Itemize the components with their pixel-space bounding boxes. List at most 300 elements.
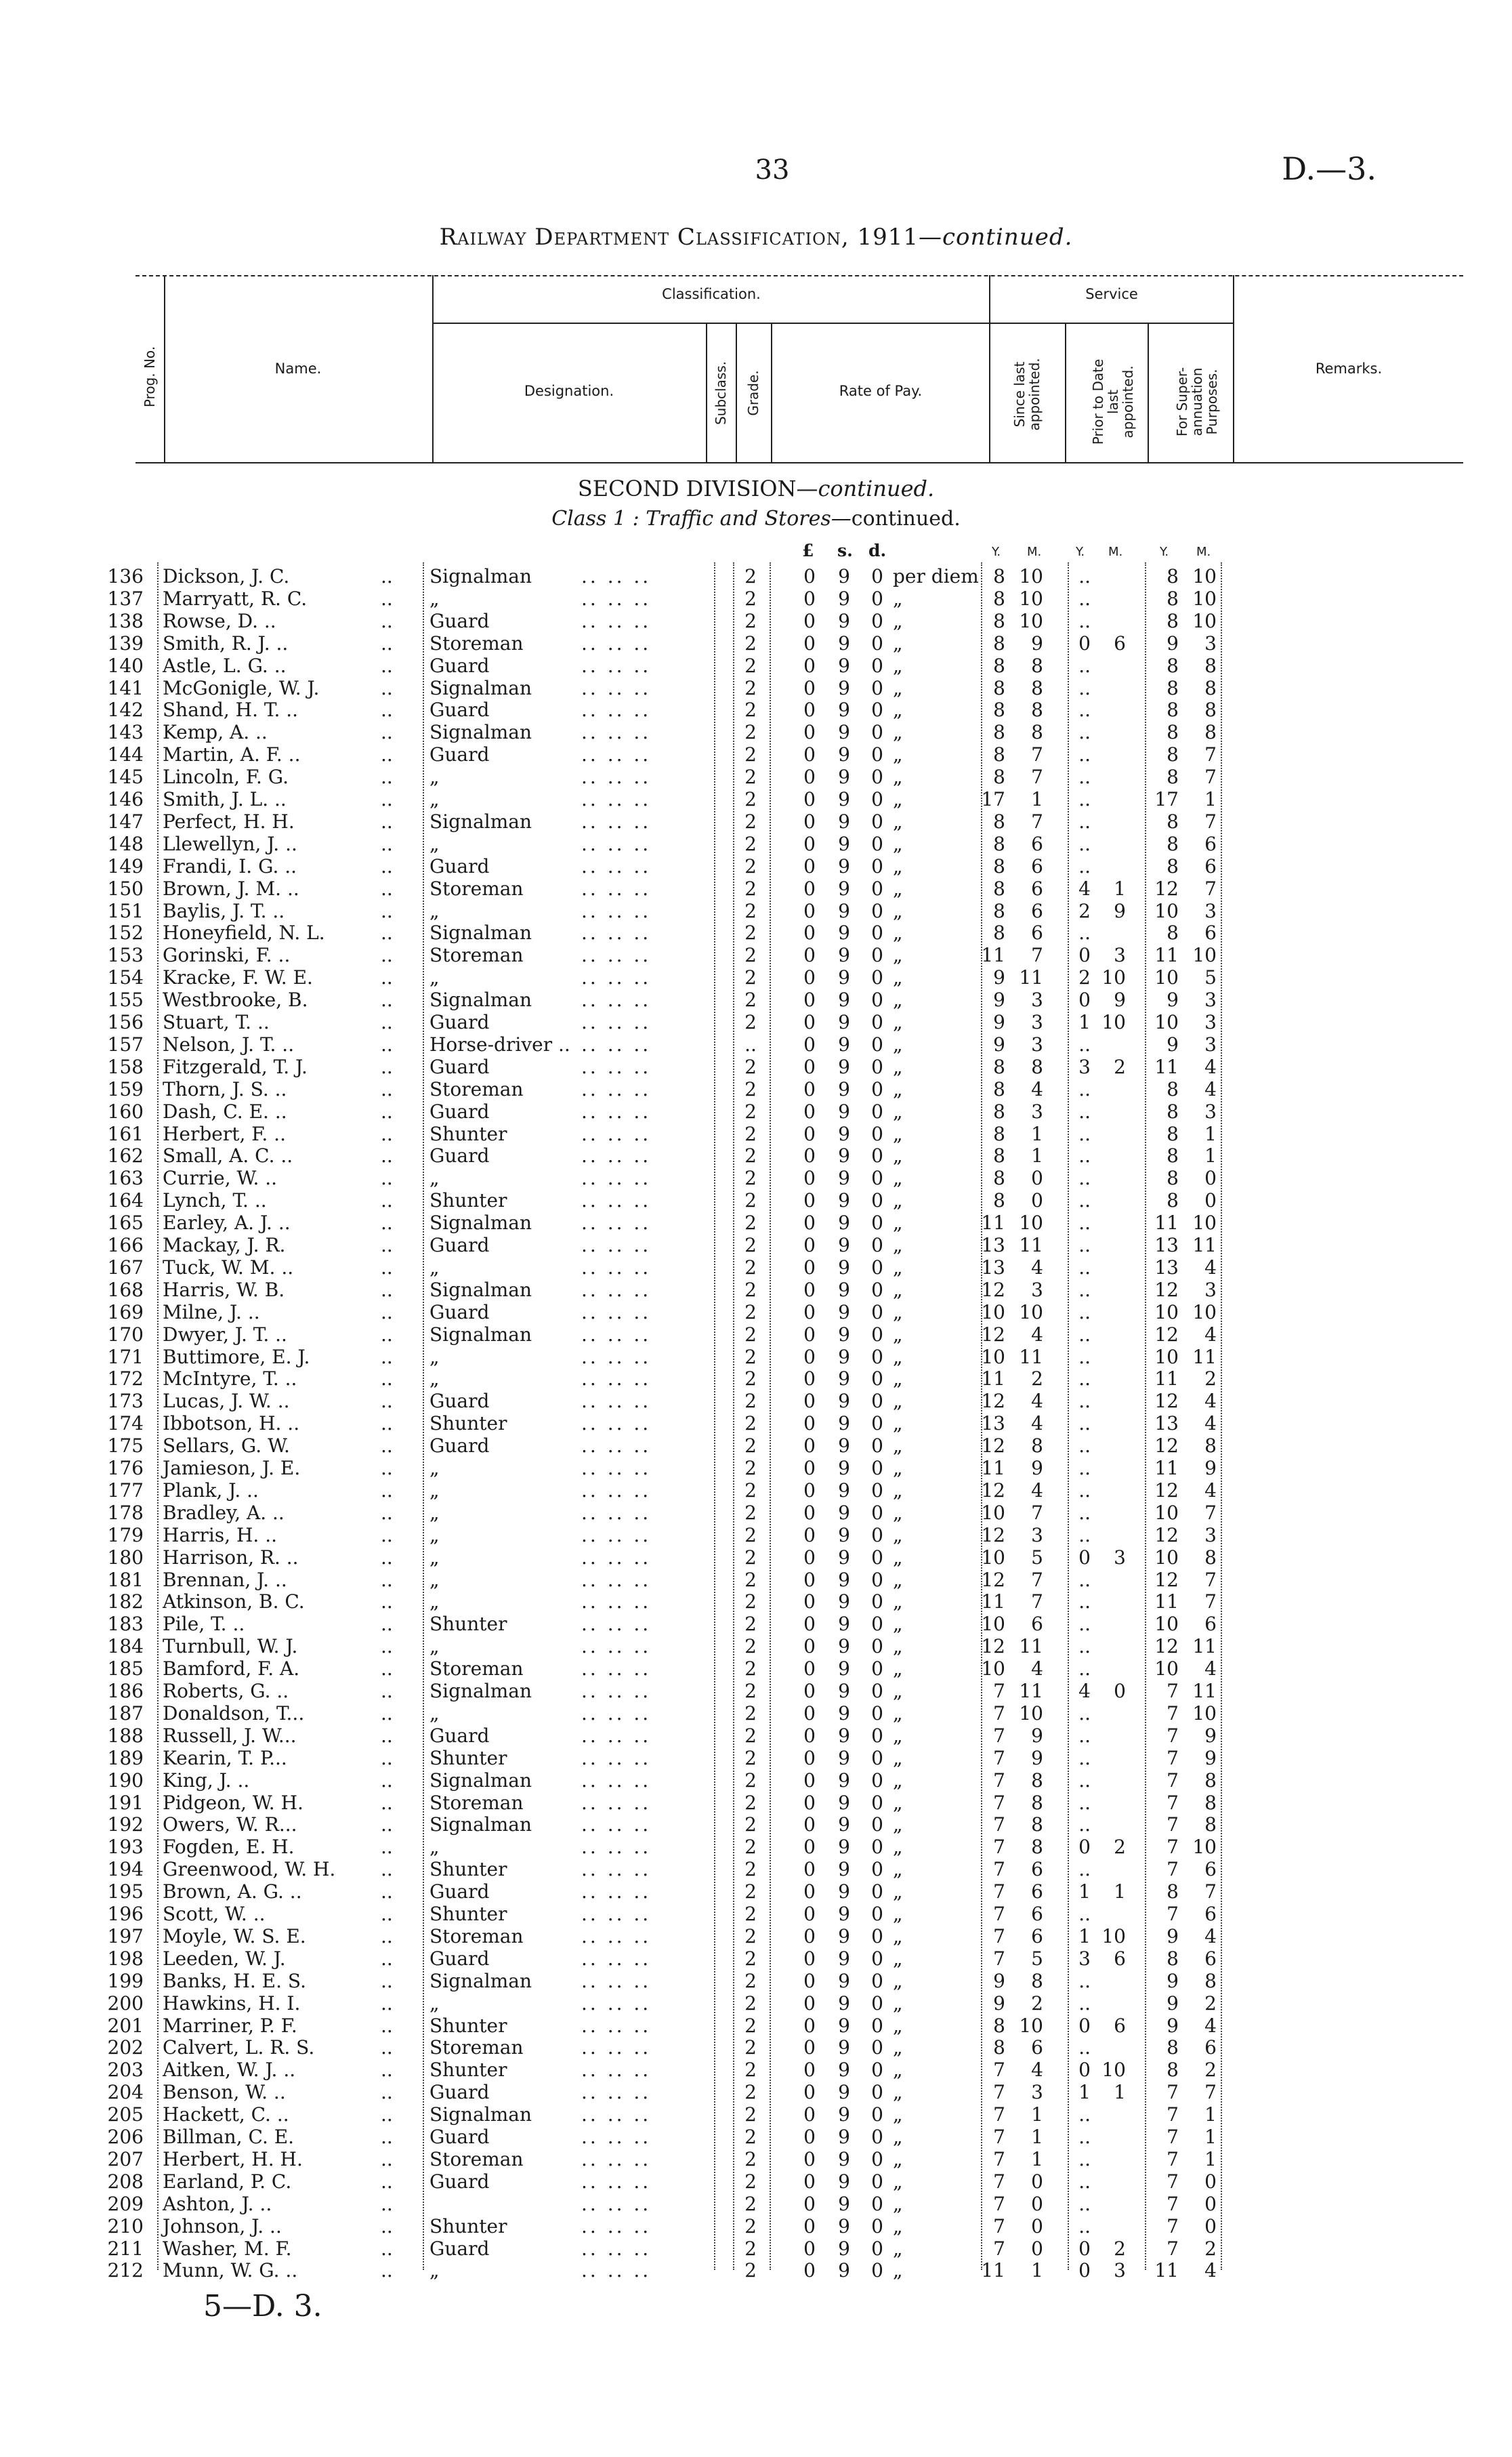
- pay-shillings: 9: [838, 676, 850, 699]
- grade: 2: [744, 1858, 757, 1881]
- table-row: [0, 2103, 1512, 2126]
- employee-name: Fitzgerald, T. J.: [163, 1055, 308, 1078]
- leader-dots: ..: [381, 1122, 393, 1145]
- designation: „: [429, 899, 440, 922]
- grade: 2: [744, 1546, 757, 1569]
- since-years: 11: [981, 944, 1005, 967]
- pay-pounds: 0: [803, 1969, 816, 1992]
- leader-dots: .. .. ..: [581, 1635, 652, 1658]
- prior-years: 1: [1078, 1880, 1091, 1903]
- prog-no: 156: [107, 1011, 144, 1033]
- pay-period: „: [893, 1011, 903, 1033]
- grade: 2: [744, 966, 757, 989]
- pay-pounds: 0: [803, 832, 816, 855]
- pay-period: „: [893, 2147, 903, 2170]
- col-name: Name.: [274, 360, 322, 377]
- prior-years: ..: [1078, 1278, 1091, 1301]
- employee-name: Jamieson, J. E.: [163, 1457, 301, 1479]
- super-years: 7: [1167, 2126, 1179, 2148]
- since-months: 11: [1019, 1680, 1043, 1702]
- super-years: 10: [1154, 1345, 1179, 1368]
- page-title: [0, 224, 1512, 251]
- grade: 2: [744, 632, 757, 655]
- table-row: [0, 1167, 1512, 1189]
- super-months: 6: [1204, 1858, 1217, 1881]
- pay-pounds: 0: [803, 810, 816, 833]
- super-years: 7: [1167, 2237, 1179, 2260]
- since-months: 8: [1031, 676, 1043, 699]
- designation: „: [429, 1367, 440, 1390]
- leader-dots: .. .. ..: [581, 989, 652, 1012]
- super-months: 3: [1204, 1033, 1217, 1056]
- since-months: 7: [1031, 944, 1043, 967]
- super-months: 10: [1192, 587, 1217, 610]
- super-months: 4: [1204, 1657, 1217, 1680]
- employee-name: Donaldson, T...: [163, 1701, 305, 1725]
- class-continued: —continued.: [831, 507, 961, 531]
- pay-period: „: [893, 922, 903, 945]
- leader-dots: ..: [381, 721, 393, 744]
- leader-dots: ..: [381, 832, 393, 855]
- pay-shillings: 9: [838, 1144, 850, 1168]
- pay-pounds: 0: [803, 2126, 816, 2148]
- pay-pounds: 0: [803, 1546, 816, 1569]
- unit-pounds: £: [802, 541, 814, 560]
- prog-no: 159: [107, 1077, 144, 1100]
- pay-pounds: 0: [803, 877, 816, 900]
- pay-period: „: [893, 1144, 903, 1168]
- grade: 2: [744, 1880, 757, 1903]
- body-rule-pay: [981, 562, 982, 2270]
- prior-years: 1: [1078, 1924, 1091, 1947]
- prior-years: ..: [1078, 2036, 1091, 2059]
- pay-pence: 0: [871, 2059, 883, 2082]
- table-row: [0, 1903, 1512, 1925]
- grade: 2: [744, 854, 757, 878]
- since-months: 7: [1031, 1568, 1043, 1591]
- super-months: 0: [1204, 1189, 1217, 1212]
- prior-years: 1: [1078, 2081, 1091, 2104]
- prog-no: 152: [107, 922, 144, 945]
- prog-no: 178: [107, 1501, 144, 1524]
- pay-pounds: 0: [803, 1523, 816, 1546]
- prior-months: 10: [1101, 966, 1126, 989]
- grade: 2: [744, 654, 757, 677]
- pay-pence: 0: [871, 676, 883, 699]
- pay-pounds: 0: [803, 989, 816, 1012]
- employee-name: Bamford, F. A.: [163, 1657, 300, 1680]
- prior-years: ..: [1078, 1813, 1091, 1836]
- prior-years: ..: [1078, 1033, 1091, 1056]
- super-years: 9: [1167, 989, 1179, 1012]
- employee-name: Harrison, R. ..: [163, 1546, 299, 1569]
- pay-shillings: 9: [838, 2170, 850, 2193]
- super-years: 8: [1167, 1077, 1179, 1100]
- since-years: 7: [993, 2081, 1005, 2104]
- pay-period: „: [893, 788, 903, 810]
- prior-years: 0: [1078, 944, 1091, 967]
- table-row: [0, 1056, 1512, 1078]
- pay-period: „: [893, 810, 903, 833]
- prior-years: 0: [1078, 632, 1091, 655]
- super-months: 4: [1204, 1323, 1217, 1346]
- leader-dots: .. .. ..: [581, 1055, 652, 1078]
- body-rule-prior: [1145, 562, 1146, 2270]
- employee-name: Sellars, G. W.: [163, 1434, 290, 1458]
- super-months: 6: [1204, 1947, 1217, 1970]
- super-years: 8: [1167, 766, 1179, 789]
- leader-dots: .. .. ..: [581, 1033, 652, 1056]
- super-years: 8: [1167, 1167, 1179, 1190]
- since-years: 11: [981, 1367, 1005, 1390]
- table-row: [0, 1457, 1512, 1479]
- leader-dots: .. .. ..: [581, 1969, 652, 1992]
- document-code: D.—3.: [1282, 150, 1377, 187]
- grade: 2: [744, 676, 757, 699]
- unit-prior-months: M.: [1108, 545, 1123, 559]
- super-months: 11: [1192, 1635, 1217, 1658]
- since-months: 6: [1031, 1880, 1043, 1903]
- super-years: 11: [1154, 1457, 1179, 1479]
- designation: „: [429, 1635, 440, 1658]
- pay-shillings: 9: [838, 2214, 850, 2237]
- pay-pounds: 0: [803, 676, 816, 699]
- table-row: [0, 1747, 1512, 1769]
- prior-years: ..: [1078, 743, 1091, 766]
- employee-name: Lynch, T. ..: [163, 1189, 267, 1212]
- super-years: 12: [1154, 1390, 1179, 1413]
- pay-period: „: [893, 1212, 903, 1235]
- leader-dots: .. .. ..: [581, 1680, 652, 1702]
- prior-years: ..: [1078, 1657, 1091, 1680]
- pay-shillings: 9: [838, 587, 850, 610]
- table-row: [0, 1524, 1512, 1546]
- employee-name: Plank, J. ..: [163, 1479, 259, 1502]
- pay-pounds: 0: [803, 766, 816, 789]
- pay-period: „: [893, 1546, 903, 1569]
- leader-dots: ..: [381, 1167, 393, 1190]
- employee-name: Llewellyn, J. ..: [163, 832, 297, 855]
- pay-shillings: 9: [838, 1055, 850, 1078]
- leader-dots: ..: [381, 788, 393, 810]
- since-months: 6: [1031, 1924, 1043, 1947]
- employee-name: Small, A. C. ..: [163, 1144, 293, 1168]
- table-row: [0, 1546, 1512, 1569]
- pay-pounds: 0: [803, 1701, 816, 1725]
- leader-dots: .. .. ..: [581, 854, 652, 878]
- since-years: 10: [981, 1657, 1005, 1680]
- col-subclass: Subclass.: [713, 360, 729, 426]
- pay-shillings: 9: [838, 1523, 850, 1546]
- leader-dots: ..: [381, 1947, 393, 1970]
- pay-pence: 0: [871, 854, 883, 878]
- grade: 2: [744, 1969, 757, 1992]
- prior-years: ..: [1078, 1323, 1091, 1346]
- table-row: [0, 1033, 1512, 1056]
- super-months: 4: [1204, 1390, 1217, 1413]
- since-years: 8: [993, 587, 1005, 610]
- super-years: 9: [1167, 1991, 1179, 2015]
- prior-years: ..: [1078, 1479, 1091, 1502]
- leader-dots: ..: [381, 1858, 393, 1881]
- since-months: 4: [1031, 1657, 1043, 1680]
- super-years: 10: [1154, 899, 1179, 922]
- leader-dots: .. .. ..: [581, 1077, 652, 1100]
- grade: 2: [744, 1791, 757, 1814]
- pay-pence: 0: [871, 1345, 883, 1368]
- col-remarks: Remarks.: [1315, 360, 1383, 377]
- body-rule-subclass: [733, 562, 734, 2270]
- table-row: [0, 1925, 1512, 1947]
- since-months: 6: [1031, 877, 1043, 900]
- since-months: 6: [1031, 1613, 1043, 1636]
- pay-shillings: 9: [838, 2081, 850, 2104]
- pay-pounds: 0: [803, 1858, 816, 1881]
- employee-name: Russell, J. W...: [163, 1724, 297, 1747]
- super-months: 4: [1204, 1924, 1217, 1947]
- pay-shillings: 9: [838, 2036, 850, 2059]
- pay-shillings: 9: [838, 1167, 850, 1190]
- grade: 2: [744, 1055, 757, 1078]
- pay-shillings: 9: [838, 1100, 850, 1123]
- grade: 2: [744, 1189, 757, 1212]
- super-years: 8: [1167, 1947, 1179, 1970]
- super-years: 11: [1154, 1212, 1179, 1235]
- leader-dots: .. .. ..: [581, 721, 652, 744]
- pay-pounds: 0: [803, 1278, 816, 1301]
- since-months: 4: [1031, 1256, 1043, 1279]
- pay-period: „: [893, 1033, 903, 1056]
- pay-shillings: 9: [838, 1813, 850, 1836]
- prog-no: 191: [107, 1791, 144, 1814]
- prior-years: ..: [1078, 1903, 1091, 1925]
- prog-no: 142: [107, 699, 144, 722]
- since-years: 9: [993, 966, 1005, 989]
- leader-dots: ..: [381, 1100, 393, 1123]
- pay-pounds: 0: [803, 609, 816, 632]
- pay-period: „: [893, 1256, 903, 1279]
- employee-name: Westbrooke, B.: [163, 989, 308, 1012]
- prog-no: 172: [107, 1367, 144, 1390]
- prog-no: 157: [107, 1033, 144, 1056]
- pay-shillings: 9: [838, 1011, 850, 1033]
- prior-years: ..: [1078, 1590, 1091, 1613]
- body-rule-designation: [714, 562, 715, 2270]
- prog-no: 166: [107, 1234, 144, 1256]
- pay-pence: 0: [871, 2103, 883, 2126]
- page-title-main: Railway Department Classification, 1911—: [439, 224, 942, 251]
- prog-no: 162: [107, 1144, 144, 1168]
- employee-name: Billman, C. E.: [163, 2126, 295, 2148]
- super-years: 10: [1154, 1300, 1179, 1323]
- pay-shillings: 9: [838, 1434, 850, 1458]
- leader-dots: ..: [381, 899, 393, 922]
- super-months: 4: [1204, 1256, 1217, 1279]
- super-months: 7: [1204, 743, 1217, 766]
- table-row: [0, 810, 1512, 833]
- super-months: 7: [1204, 1501, 1217, 1524]
- pay-period: „: [893, 854, 903, 878]
- pay-pounds: 0: [803, 654, 816, 677]
- since-months: 8: [1031, 654, 1043, 677]
- grade: 2: [744, 1836, 757, 1859]
- prior-months: 1: [1114, 877, 1126, 900]
- table-row: [0, 1836, 1512, 1858]
- since-years: 7: [993, 2059, 1005, 2082]
- super-years: 12: [1154, 1635, 1179, 1658]
- employee-name: Earley, A. J. ..: [163, 1212, 291, 1235]
- leader-dots: .. .. ..: [581, 1390, 652, 1413]
- since-months: 7: [1031, 810, 1043, 833]
- pay-pounds: 0: [803, 2147, 816, 2170]
- leader-dots: ..: [381, 1434, 393, 1458]
- prog-no: 188: [107, 1724, 144, 1747]
- designation: Shunter: [429, 1903, 507, 1925]
- grade: 2: [744, 1523, 757, 1546]
- col-prior-to-date: Prior to Date last appointed.: [1090, 358, 1136, 445]
- pay-shillings: 9: [838, 1701, 850, 1725]
- leader-dots: ..: [381, 1457, 393, 1479]
- grade: 2: [744, 1680, 757, 1702]
- super-months: 4: [1204, 1055, 1217, 1078]
- super-years: 11: [1154, 2259, 1179, 2282]
- table-row: [0, 1078, 1512, 1100]
- table-row: [0, 1590, 1512, 1613]
- since-months: 3: [1031, 1033, 1043, 1056]
- grade: 2: [744, 989, 757, 1012]
- since-months: 5: [1031, 1546, 1043, 1569]
- designation: „: [429, 1836, 440, 1859]
- pay-shillings: 9: [838, 1457, 850, 1479]
- leader-dots: .. .. ..: [581, 743, 652, 766]
- prog-no: 184: [107, 1635, 144, 1658]
- leader-dots: .. .. ..: [581, 565, 652, 587]
- pay-period: „: [893, 1077, 903, 1100]
- employee-name: Atkinson, B. C.: [163, 1590, 305, 1613]
- prog-no: 141: [107, 676, 144, 699]
- leader-dots: .. .. ..: [581, 1278, 652, 1301]
- grade: 2: [744, 609, 757, 632]
- division-title: [0, 476, 1512, 501]
- grade: 2: [744, 1300, 757, 1323]
- pay-period: „: [893, 1991, 903, 2015]
- leader-dots: .. .. ..: [581, 1924, 652, 1947]
- grade: 2: [744, 788, 757, 810]
- leader-dots: .. .. ..: [581, 766, 652, 789]
- since-months: 10: [1019, 565, 1043, 587]
- employee-name: Honeyfield, N. L.: [163, 922, 325, 945]
- since-months: 6: [1031, 1903, 1043, 1925]
- table-row: [0, 1234, 1512, 1256]
- leader-dots: ..: [381, 699, 393, 722]
- since-months: 8: [1031, 1434, 1043, 1458]
- leader-dots: .. .. ..: [581, 2237, 652, 2260]
- leader-dots: .. .. ..: [581, 2259, 652, 2282]
- prior-years: ..: [1078, 832, 1091, 855]
- table-row: [0, 2215, 1512, 2237]
- leader-dots: ..: [381, 743, 393, 766]
- super-months: 8: [1204, 1969, 1217, 1992]
- super-years: 8: [1167, 832, 1179, 855]
- super-years: 12: [1154, 1523, 1179, 1546]
- pay-shillings: 9: [838, 1412, 850, 1435]
- since-months: 6: [1031, 2036, 1043, 2059]
- designation: Guard: [429, 1947, 490, 1970]
- pay-shillings: 9: [838, 1323, 850, 1346]
- leader-dots: .. .. ..: [581, 1167, 652, 1190]
- pay-pence: 0: [871, 699, 883, 722]
- col-rule-prior: [1148, 323, 1149, 462]
- table-row: [0, 2170, 1512, 2193]
- leader-dots: .. .. ..: [581, 2192, 652, 2215]
- prior-months: 2: [1114, 1055, 1126, 1078]
- leader-dots: .. .. ..: [581, 1880, 652, 1903]
- prog-no: 196: [107, 1903, 144, 1925]
- prior-months: 9: [1114, 989, 1126, 1012]
- employee-name: Fogden, E. H.: [163, 1836, 295, 1859]
- employee-name: Munn, W. G. ..: [163, 2259, 298, 2282]
- unit-super-months: M.: [1196, 545, 1211, 559]
- pay-pounds: 0: [803, 1100, 816, 1123]
- prior-months: 3: [1114, 1546, 1126, 1569]
- leader-dots: .. .. ..: [581, 2147, 652, 2170]
- grade: 2: [744, 1011, 757, 1033]
- since-years: 8: [993, 766, 1005, 789]
- pay-pounds: 0: [803, 1903, 816, 1925]
- employee-name: Calvert, L. R. S.: [163, 2036, 315, 2059]
- pay-pence: 0: [871, 1412, 883, 1435]
- prog-no: 150: [107, 877, 144, 900]
- employee-name: Astle, L. G. ..: [163, 654, 287, 677]
- prior-years: ..: [1078, 2103, 1091, 2126]
- employee-name: Leeden, W. J.: [163, 1947, 286, 1970]
- prog-no: 205: [107, 2103, 144, 2126]
- prior-months: 3: [1114, 2259, 1126, 2282]
- super-months: 3: [1204, 1011, 1217, 1033]
- pay-pounds: 0: [803, 2059, 816, 2082]
- pay-pounds: 0: [803, 565, 816, 587]
- super-years: 12: [1154, 1278, 1179, 1301]
- pay-shillings: 9: [838, 1791, 850, 1814]
- since-years: 9: [993, 1991, 1005, 2015]
- pay-shillings: 9: [838, 1367, 850, 1390]
- pay-pence: 0: [871, 1947, 883, 1970]
- grade: 2: [744, 810, 757, 833]
- super-years: 10: [1154, 1613, 1179, 1636]
- prior-years: ..: [1078, 1635, 1091, 1658]
- designation: Guard: [429, 654, 490, 677]
- table-row: [0, 1657, 1512, 1680]
- pay-pence: 0: [871, 1390, 883, 1413]
- super-months: 0: [1204, 2170, 1217, 2193]
- since-months: 0: [1031, 1189, 1043, 1212]
- prior-years: ..: [1078, 1256, 1091, 1279]
- designation: Storeman: [429, 1791, 524, 1814]
- super-years: 7: [1167, 1769, 1179, 1792]
- since-months: 8: [1031, 1836, 1043, 1859]
- pay-period: „: [893, 1100, 903, 1123]
- table-row: [0, 1613, 1512, 1635]
- super-months: 1: [1204, 2126, 1217, 2148]
- pay-period: „: [893, 2014, 903, 2037]
- since-months: 1: [1031, 1144, 1043, 1168]
- table-row: [0, 1858, 1512, 1880]
- prior-years: 3: [1078, 1947, 1091, 1970]
- since-months: 1: [1031, 1122, 1043, 1145]
- col-rule-since: [1065, 323, 1066, 462]
- leader-dots: ..: [381, 1590, 393, 1613]
- leader-dots: ..: [381, 1256, 393, 1279]
